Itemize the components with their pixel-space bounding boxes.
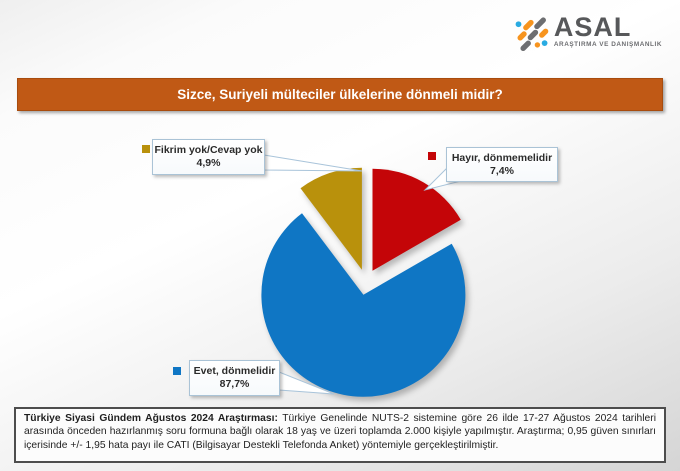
callout-line-fikrim: [264, 155, 362, 171]
footnote-box: [14, 407, 666, 463]
question-title: Sizce, Suriyeli mülteciler ülkelerine dönmeli midir?: [177, 87, 503, 102]
data-label-fikrim: [152, 139, 265, 175]
data-label-fikrim-text: Fikrim yok/Cevap yok: [154, 144, 263, 156]
pie-slice-0: [261, 213, 465, 396]
data-label-evet-value: 87,7%: [219, 378, 250, 390]
footnote-title: Türkiye Siyasi Gündem Ağustos 2024 Araştırması:: [24, 413, 278, 424]
legend-marker-fikrim: [142, 145, 150, 153]
data-label-fikrim-value: 4,9%: [196, 157, 221, 169]
asal-logo-text: ASAL: [553, 12, 632, 42]
data-label-hayir-text: Hayır, dönmemelidir: [451, 151, 553, 164]
data-label-hayir: [446, 147, 558, 182]
asal-logo-tagline: ARAŞTIRMA VE DANIŞMANLIK: [553, 41, 662, 48]
data-label-evet-text: Evet, dönmelidir: [193, 365, 276, 377]
footnote-text: Türkiye Genelinde NUTS-2 sistemine göre 26 ilde 17-27 Ağustos 2024 tarihleri arasında önceden hazırlanmış soru formuna bağlı olarak 18 yaş ve üzeri toplamda 2.000 kişiyle yapılmıştır. Araştırma; 0,95 güven sınırları içerisinde +/- 1,95 hata payı ile CATI (Bilgisayar Destekli Telefonda Anket) yöntemiyle gerçekleştirilmiştir.: [24, 413, 656, 451]
data-label-hayir-value: 7,4%: [490, 164, 514, 177]
legend-marker-hayir: [428, 152, 436, 160]
data-label-evet: [189, 360, 280, 396]
legend-marker-evet: [173, 367, 181, 375]
